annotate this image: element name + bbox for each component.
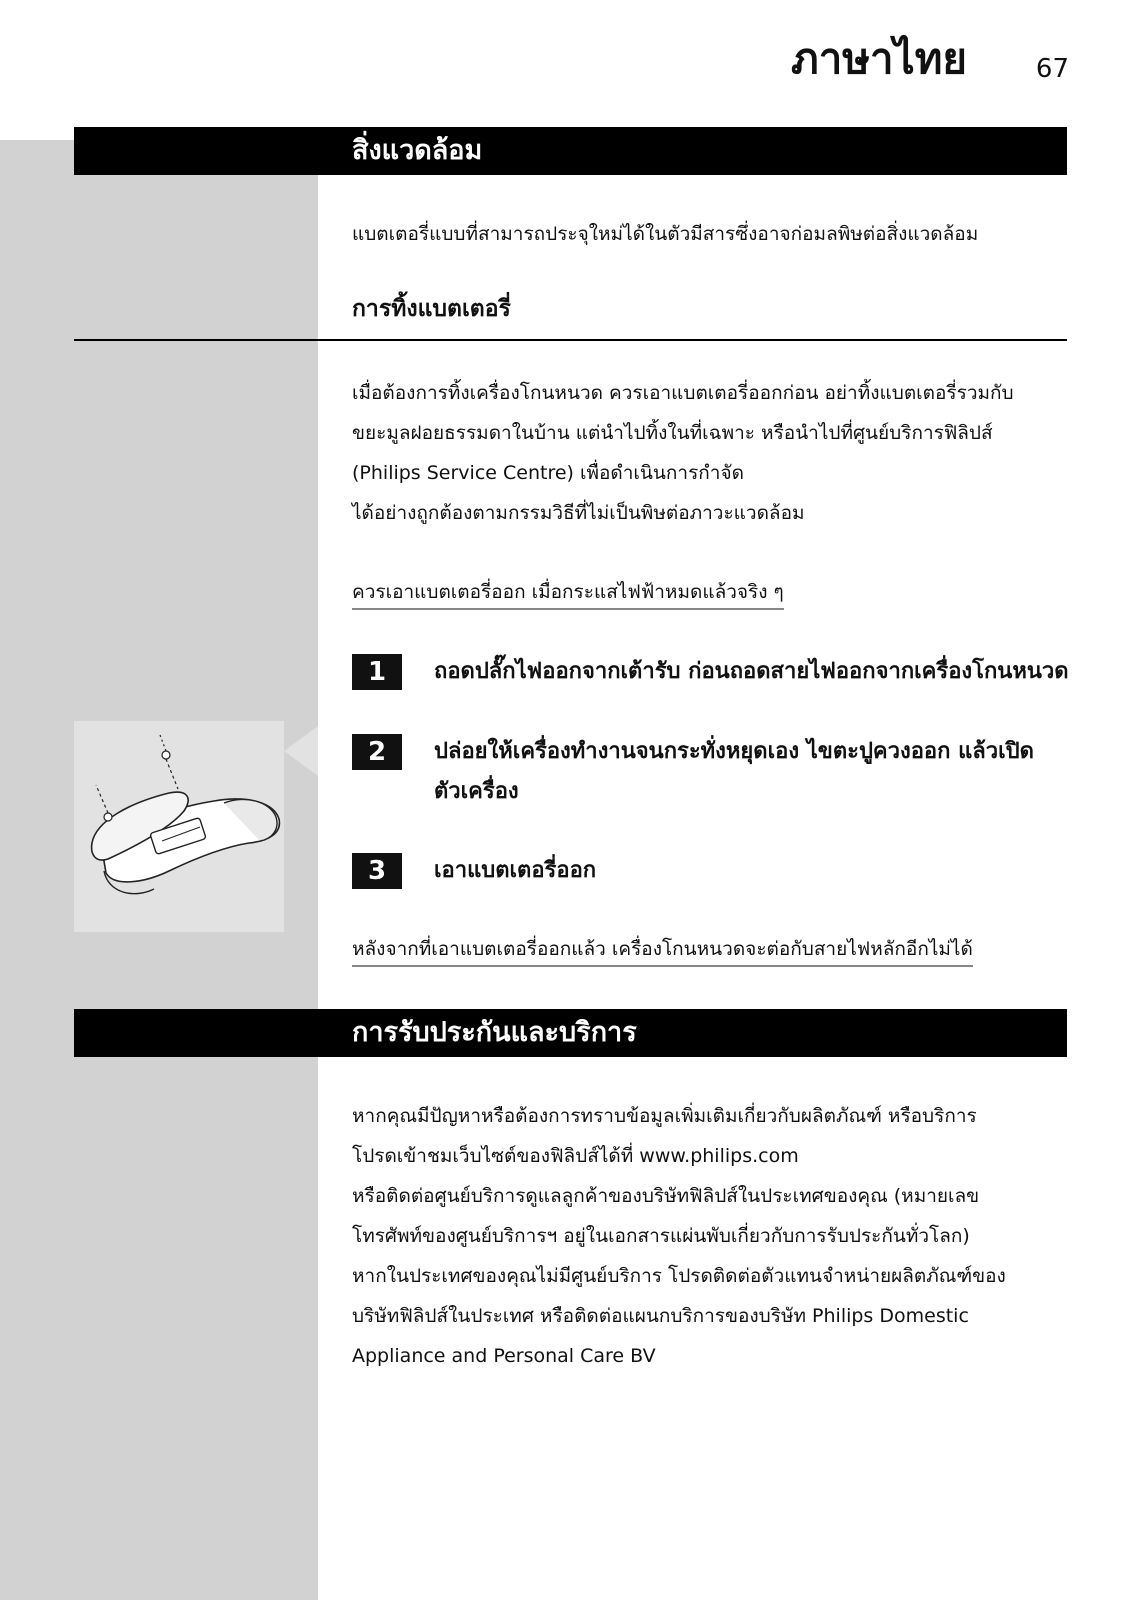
language-header: ภาษาไทย	[791, 34, 967, 83]
step-text-2: ปล่อยให้เครื่องทำงานจนกระทั่งหยุดเอง ไขตะปูควงออก แล้วเปิด	[434, 739, 1034, 764]
step-text-1: ถอดปลั๊กไฟออกจากเต้ารับ ก่อนถอดสายไฟออกจากเครื่องโกนหนวด	[434, 659, 1069, 684]
step-text-2-cont: ตัวเครื่อง	[434, 779, 519, 804]
environment-title: สิ่งแวดล้อม	[352, 135, 483, 166]
disposal-line: ขยะมูลฝอยธรรมดาในบ้าน แต่นำไปทิ้งในที่เฉพาะ หรือนำไปที่ศูนย์บริการฟิลิปส์	[352, 422, 993, 444]
illustration-pointer	[284, 726, 318, 776]
environment-intro: แบตเตอรี่แบบที่สามารถประจุใหม่ได้ในตัวมีสารซึ่งอาจก่อมลพิษต่อสิ่งแวดล้อม	[352, 223, 979, 245]
guarantee-title: การรับประกันและบริการ	[352, 1017, 637, 1048]
guarantee-line: โทรศัพท์ของศูนย์บริการฯ อยู่ในเอกสารแผ่นพับเกี่ยวกับการรับประกันทั่วโลก)	[352, 1225, 970, 1247]
note-before-steps: ควรเอาแบตเตอรี่ออก เมื่อกระแสไฟฟ้าหมดแล้วจริง ๆ	[352, 583, 784, 610]
shaver-battery-removal-illustration	[74, 721, 284, 932]
guarantee-section-bar	[74, 1009, 1067, 1057]
step-number-2: 2	[352, 734, 402, 770]
step-number-1: 1	[352, 654, 402, 690]
note-after-steps: หลังจากที่เอาแบตเตอรี่ออกแล้ว เครื่องโกนหนวดจะต่อกับสายไฟหลักอีกไม่ได้	[352, 940, 973, 967]
shaver-illustration-icon	[74, 721, 284, 932]
environment-section-bar	[74, 127, 1067, 175]
step-text-3: เอาแบตเตอรี่ออก	[434, 858, 597, 883]
guarantee-line: หากคุณมีปัญหาหรือต้องการทราบข้อมูลเพิ่มเติมเกี่ยวกับผลิตภัณฑ์ หรือบริการ	[352, 1105, 977, 1127]
disposal-rule	[74, 339, 1067, 341]
disposal-line: ได้อย่างถูกต้องตามกรรมวิธีที่ไม่เป็นพิษต่อภาวะแวดล้อม	[352, 502, 805, 524]
guarantee-line: หรือติดต่อศูนย์บริการดูแลลูกค้าของบริษัทฟิลิปส์ในประเทศของคุณ (หมายเลข	[352, 1185, 980, 1207]
guarantee-line: บริษัทฟิลิปส์ในประเทศ หรือติดต่อแผนกบริการของบริษัท Philips Domestic	[352, 1305, 969, 1327]
disposal-line: (Philips Service Centre) เพื่อดำเนินการกำจัด	[352, 462, 744, 484]
disposal-line: เมื่อต้องการทิ้งเครื่องโกนหนวด ควรเอาแบตเตอรี่ออกก่อน อย่าทิ้งแบตเตอรี่รวมกับ	[352, 382, 1014, 404]
page-number: 67	[1035, 54, 1069, 84]
step-number-3: 3	[352, 853, 402, 889]
guarantee-line: หากในประเทศของคุณไม่มีศูนย์บริการ โปรดติดต่อตัวแทนจำหน่ายผลิตภัณฑ์ของ	[352, 1265, 1006, 1287]
disposal-title: การทิ้งแบตเตอรี่	[352, 296, 511, 322]
guarantee-line: Appliance and Personal Care BV	[352, 1345, 656, 1367]
guarantee-line: โปรดเข้าชมเว็บไซต์ของฟิลิปส์ได้ที่ www.philips.com	[352, 1145, 799, 1167]
